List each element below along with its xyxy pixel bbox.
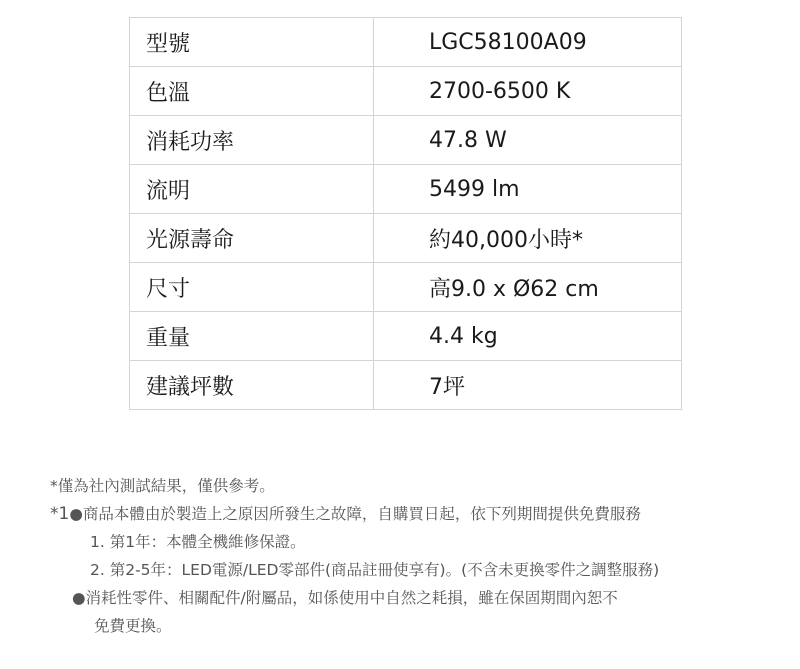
- spec-value: 47.8 W: [374, 116, 682, 165]
- spec-label: 重量: [130, 312, 374, 361]
- spec-value: 5499 lm: [374, 165, 682, 214]
- spec-row: [130, 67, 682, 116]
- spec-label: 光源壽命: [130, 214, 374, 263]
- spec-row: [130, 361, 682, 410]
- footnote-warranty-text: 商品本體由於製造上之原因所發生之故障，自購買日起，依下列期間提供免費服務: [82, 505, 641, 523]
- spec-label: 流明: [130, 165, 374, 214]
- spec-row: [130, 214, 682, 263]
- warranty-item-2: 2. 第2-5年：LED電源/LED零部件(商品註冊使享有)。(不含未更換零件之調整服務): [90, 561, 660, 579]
- spec-label: 型號: [130, 18, 374, 67]
- spec-value: 高9.0 x Ø62 cm: [374, 263, 682, 312]
- spec-row: [130, 165, 682, 214]
- warranty-item-1: 1. 第1年：本體全機維修保證。: [90, 533, 306, 551]
- footnote-warranty: [50, 500, 790, 528]
- spec-row: [130, 116, 682, 165]
- footnote-consumables: [50, 584, 790, 612]
- spec-label: 消耗功率: [130, 116, 374, 165]
- spec-value: 2700-6500 K: [374, 67, 682, 116]
- spec-label: 建議坪數: [130, 361, 374, 410]
- spec-value: LGC58100A09: [374, 18, 682, 67]
- footnotes: [50, 472, 790, 640]
- spec-value: 7坪: [374, 361, 682, 410]
- spec-row: [130, 263, 682, 312]
- footnote-marker: *1: [50, 504, 70, 524]
- spec-value: 4.4 kg: [374, 312, 682, 361]
- bullet-icon: ●: [69, 505, 83, 523]
- spec-row: [130, 18, 682, 67]
- spec-label: 尺寸: [130, 263, 374, 312]
- spec-value: 約40,000小時*: [374, 214, 682, 263]
- footnote-consumables-cont: 免費更換。: [94, 617, 172, 635]
- spec-row: [130, 312, 682, 361]
- footnote-consumables-text: 消耗性零件、相關配件/附屬品，如係使用中自然之耗損，雖在保固期間內恕不: [85, 589, 618, 607]
- bullet-icon: ●: [72, 589, 86, 607]
- spec-table: [129, 17, 682, 410]
- footnote-test-result: *僅為社內測試結果，僅供參考。: [50, 477, 275, 495]
- spec-label: 色溫: [130, 67, 374, 116]
